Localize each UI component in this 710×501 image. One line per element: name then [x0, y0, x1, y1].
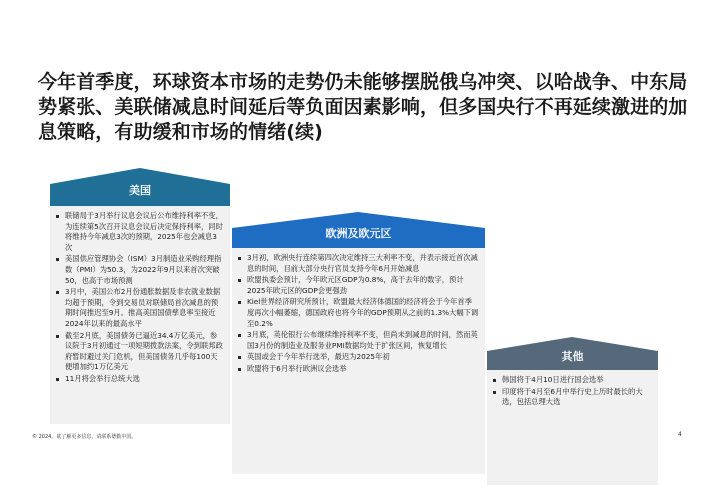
us-column [50, 168, 230, 424]
footer-copyright: © 2024。欲了解更多信息，请联系德勤中国。 [32, 434, 137, 440]
list-item: 3月初，欧洲央行连续第四次决定维持三大利率不变，并表示接近首次减息的时间，目前大部分央行官员支持今年6月开始减息 [236, 253, 479, 274]
list-item: 美国供应管理协会（ISM）3月制造业采购经理指数（PMI）为50.3，为2022年9月以来首次突破50，也高于市场预测 [54, 254, 224, 286]
list-item: 印度将于4月至6月中举行史上历时最长的大选，包括总理大选 [491, 387, 652, 408]
eu-header-label: 欧洲及欧元区 [325, 227, 392, 240]
list-item: 3月底，英伦银行公布继续维持利率不变，但尚未到减息的时间，然而英国3月份的制造业及服务业PMI数据均处于扩张区间，恢复增长 [236, 330, 479, 351]
eu-panel [232, 248, 485, 474]
page-title: 今年首季度，环球资本市场的走势仍未能够摆脱俄乌冲突、以哈战争、中东局势紧张、美联储减息时间延后等负面因素影响，但多国央行不再延续激进的加息策略，有助缓和市场的情绪(续) [38, 71, 688, 143]
page-number: 4 [678, 431, 682, 438]
list-item: 3月中，美国公布2月份通胀数据及非农就业数据均超于预期，令到交易员对联储局首次减息的预期时间推迟至9月。推高美国国债孳息率至接近2024年以来的最高水平 [54, 287, 224, 329]
list-item: 11月将会举行总统大选 [54, 374, 224, 385]
eu-column [232, 212, 485, 474]
other-bullet-list [491, 375, 652, 408]
list-item: 欧盟执委会预计，今年欧元区GDP为0.8%，高于去年的数字，预计2025年欧元区的GDP会更强劲 [236, 275, 479, 296]
list-item: 韩国将于4月10日进行国会选举 [491, 375, 652, 386]
other-header-label: 其他 [561, 350, 584, 363]
list-item: Kiel世界经济研究所预计，欧盟最大经济体德国的经济将会于今年首季度再次小幅萎缩，德国政府也将今年的GDP预期从之前的1.3%大幅下调至0.2% [236, 297, 479, 329]
list-item: 英国或会于今年举行选举，最迟为2025年初 [236, 352, 479, 363]
list-item: 联储局于3月举行议息会议后公布维持利率不变，为连续第5次召开议息会议后决定保持利率，同时将维持今年减息3次的预期，2025年也会减息3次 [54, 211, 224, 253]
us-panel [50, 206, 230, 424]
us-header-label: 美国 [129, 184, 151, 197]
us-header [50, 168, 230, 206]
other-header [487, 337, 658, 370]
eu-bullet-list [236, 253, 479, 375]
other-column [487, 337, 658, 485]
other-panel [487, 370, 658, 485]
list-item: 截至2月底，美国债务已逼近34.4万亿美元，参议院于3月初通过一项短期拨款法案，令到联邦政府暂时避过关门危机，但美国债务几乎每100天便增加约1万亿美元 [54, 331, 224, 373]
eu-header [232, 212, 485, 248]
list-item: 欧盟将于6月举行欧洲议会选举 [236, 364, 479, 375]
us-bullet-list [54, 211, 224, 385]
